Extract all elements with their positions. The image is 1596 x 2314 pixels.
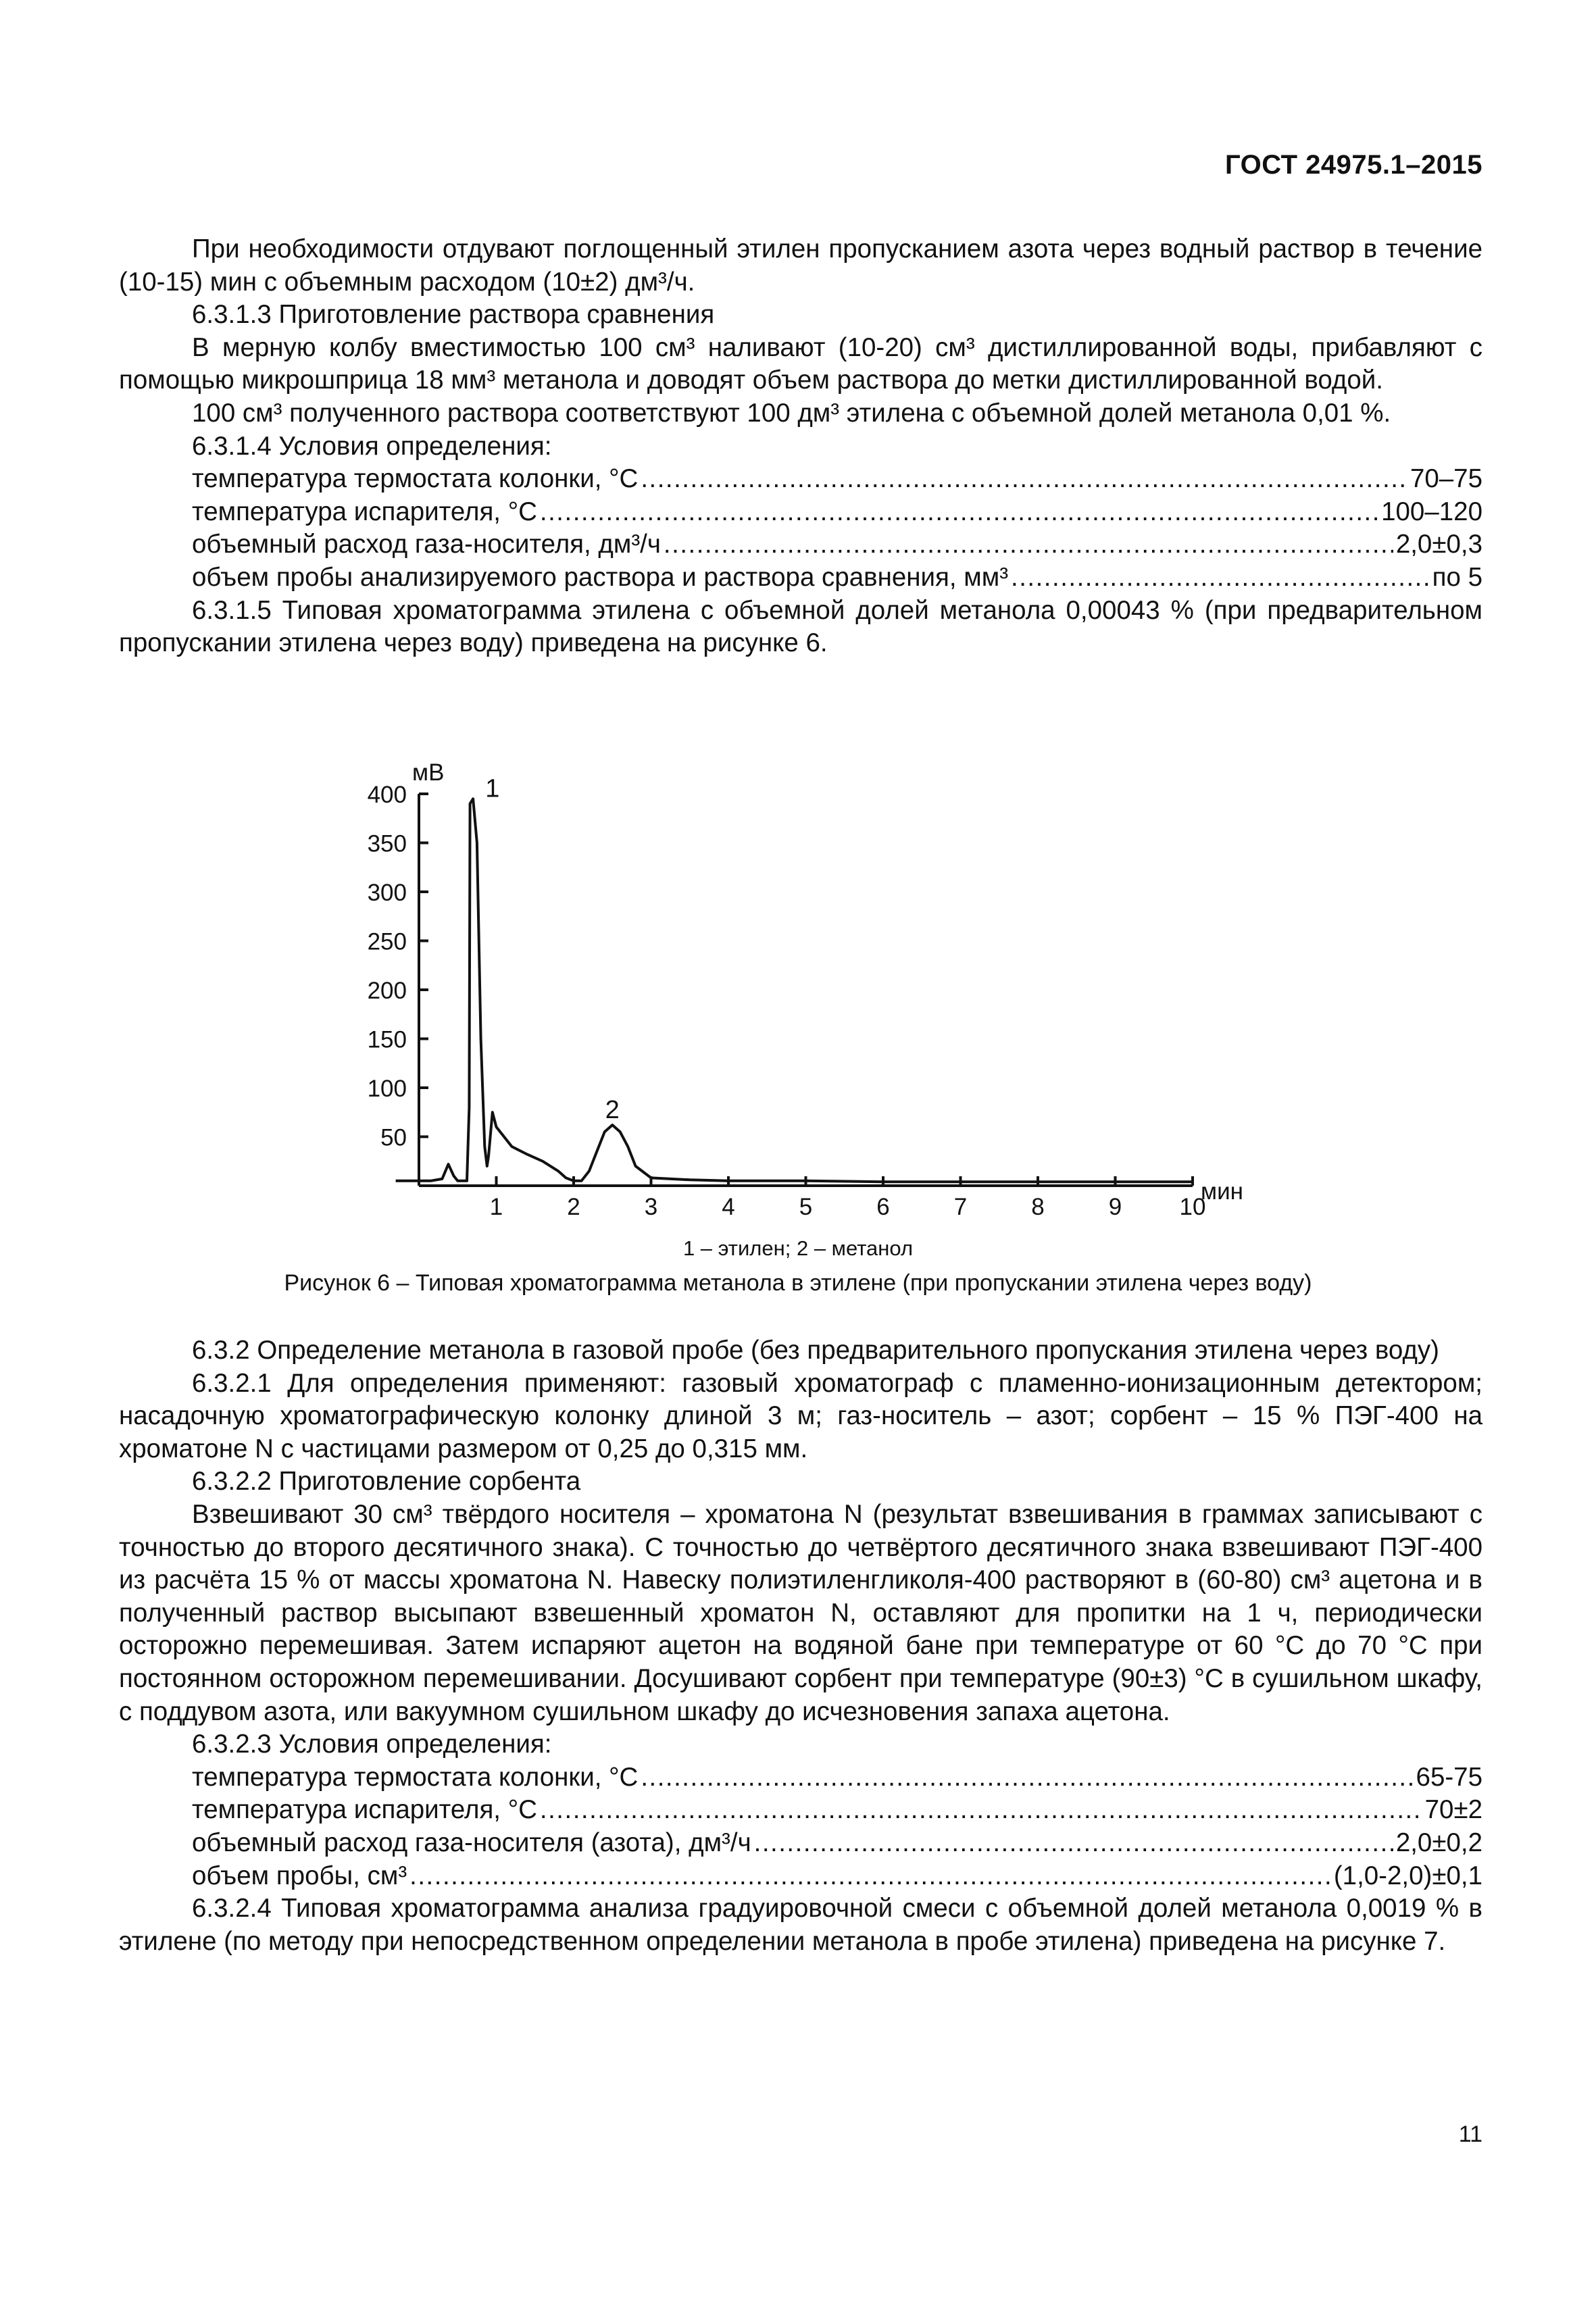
paragraph: 100 см³ полученного раствора соответствуют 100 дм³ этилена с объемной долей метанола 0,01 %. [192,398,1391,428]
leader-dots [754,1827,1393,1860]
chromatogram-chart [0,743,1596,1230]
condition-label: температура испарителя, °C [192,1795,537,1825]
leader-dots [641,1761,1413,1794]
y-tick-label: 250 [367,928,407,955]
y-tick-label: 150 [367,1026,407,1053]
x-tick-label: 1 [489,1194,503,1220]
chromatogram-line [396,799,1193,1182]
condition-label: объем пробы анализируемого раствора и раствора сравнения, мм³ [192,562,1009,592]
condition-value: 2,0±0,3 [1395,530,1482,559]
condition-row [119,1761,1482,1794]
peak-label: 2 [605,1096,620,1125]
y-tick-label: 400 [367,782,407,808]
condition-row [119,561,1482,595]
condition-label: температура термостата колонки, °C [192,464,639,494]
x-tick-label: 10 [1179,1194,1206,1220]
x-axis-label: мин [1201,1178,1243,1205]
paragraph: 6.3.1.5 Типовая хроматограмма этилена с объемной долей метанола 0,00043 % (при предварительном пропускании этилена через воду) приведена на рисунке 6. [119,595,1482,658]
condition-label: объемный расход газа-носителя (азота), дм³/ч [192,1828,751,1857]
condition-value: (1,0-2,0)±0,1 [1333,1861,1482,1890]
x-tick-label: 7 [953,1194,968,1220]
document-header: ГОСТ 24975.1–2015 [1224,150,1482,180]
x-tick-label: 6 [876,1194,890,1220]
condition-value: 70–75 [1410,464,1482,494]
chart-axes [368,759,1243,1220]
leader-dots [409,1860,1331,1893]
condition-value: 70±2 [1424,1795,1482,1825]
leader-dots [540,496,1378,529]
subsection-heading: 6.3.2 Определение метанола в газовой пробе (без предварительного пропускания этилена через воду) [192,1336,1439,1365]
leader-dots [641,463,1407,496]
subsection-heading: 6.3.2.3 Условия определения: [192,1730,552,1759]
subsection-heading: 6.3.1.4 Условия определения: [192,431,552,461]
condition-label: объемный расход газа-носителя, дм³/ч [192,530,661,559]
section-6-3-1-text [119,233,1482,660]
subsection-heading: 6.3.1.3 Приготовление раствора сравнения [192,300,715,330]
condition-value: 100–120 [1381,497,1482,526]
x-tick-label: 4 [722,1194,735,1220]
y-tick-label: 300 [367,880,407,906]
condition-label: температура термостата колонки, °C [192,1762,639,1792]
leader-dots [1011,561,1430,595]
paragraph: 6.3.2.1 Для определения применяют: газовый хроматограф с пламенно-ионизационным детектором; насадочную хроматографическую колонку длиной 3 м; газ-носитель – азот; сорбент – 15 % ПЭГ-400 на хроматоне N с частицами размером от 0,25 до 0,315 мм. [119,1368,1482,1463]
figure-legend: 1 – этилен; 2 – метанол [682,1236,914,1260]
y-tick-label: 100 [367,1076,407,1102]
x-tick-label: 8 [1031,1194,1045,1220]
paragraph: В мерную колбу вместимостью 100 см³ наливают (10-20) см³ дистиллированной воды, прибавляют с помощью микрошприца 18 мм³ метанола и доводят объем раствора до метки дистиллированной водой. [119,332,1482,395]
condition-value: по 5 [1432,562,1482,592]
subsection-heading: 6.3.2.2 Приготовление сорбента [192,1467,581,1496]
condition-row [119,496,1482,529]
leader-dots [664,528,1393,561]
paragraph: При необходимости отдувают поглощенный этилен пропусканием азота через водный раствор в течение (10-15) мин с объемным расходом (10±2) дм³/ч. [119,234,1482,297]
y-tick-label: 50 [380,1124,407,1151]
section-6-3-2-text [119,1334,1482,1958]
condition-value: 2,0±0,2 [1395,1828,1482,1857]
condition-label: температура испарителя, °C [192,497,537,526]
x-tick-label: 3 [644,1194,658,1220]
chromatogram-figure [0,743,1596,1220]
paragraph: 6.3.2.4 Типовая хроматограмма анализа градуировочной смеси с объемной долей метанола 0,0019 % в этилене (по методу при непосредственном определении метанола в пробе этилена) приведена на рисунке 7. [119,1894,1482,1956]
condition-value: 65-75 [1416,1762,1482,1792]
page-number: 11 [1458,2121,1482,2147]
leader-dots [540,1794,1422,1827]
condition-label: объем пробы, см³ [192,1861,407,1890]
condition-row [119,1860,1482,1893]
condition-row [119,1827,1482,1860]
x-tick-label: 9 [1108,1194,1122,1220]
x-tick-label: 2 [567,1194,580,1220]
figure-caption: Рисунок 6 – Типовая хроматограмма метанола в этилене (при пропускании этилена через воду) [284,1270,1312,1296]
condition-row [119,463,1482,496]
paragraph: Взвешивают 30 см³ твёрдого носителя – хроматона N (результат взвешивания в граммах записывают с точностью до второго десятичного знака). С точностью до четвёртого десятичного знака взвешивают ПЭГ-400 из расчёта 15 % от массы хроматона N. Навеску полиэтиленгликоля-400 растворяют в (60-80) см³ ацетона и в полученный раствор высыпают взвешенный хроматон N, оставляют для пропитки на 1 ч, периодически осторожно перемешивая. Затем испаряют ацетон на водяной бане при температуре от 60 °С до 70 °С при постоянном осторожном перемешивании. Досушивают сорбент при температуре (90±3) °С в сушильном шкафу, с поддувом азота, или вакуумном сушильном шкафу до исчезновения запаха ацетона. [119,1499,1482,1726]
y-tick-label: 350 [367,830,407,857]
condition-row [119,528,1482,561]
condition-row [119,1794,1482,1827]
y-axis-label: мВ [412,759,445,786]
x-tick-label: 5 [799,1194,813,1220]
peak-label: 1 [485,774,500,803]
y-tick-label: 200 [367,978,407,1004]
chart-plot [396,775,1193,1182]
